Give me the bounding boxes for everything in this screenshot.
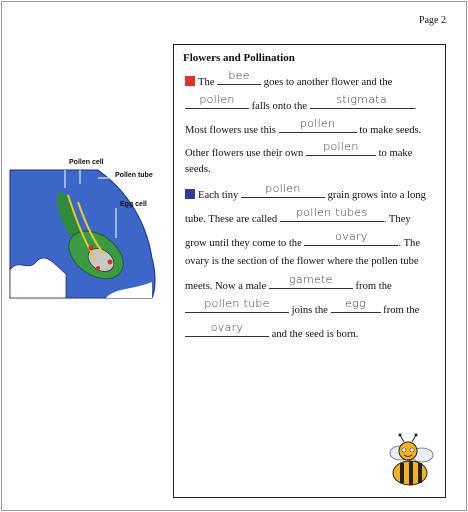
pollen-tube-label: Pollen tube bbox=[115, 172, 153, 179]
worksheet-line: pollen falls onto the stigmata . bbox=[185, 96, 416, 114]
handwritten-answer: gamete bbox=[289, 273, 333, 286]
handwritten-answer: bee bbox=[228, 69, 250, 82]
handwritten-answer: pollen bbox=[199, 93, 235, 106]
worksheet-line: Other flowers use their own pollen to make bbox=[185, 140, 413, 159]
answer-blank[interactable] bbox=[217, 69, 261, 85]
answer-blank[interactable] bbox=[280, 206, 384, 222]
bee-mascot bbox=[382, 433, 440, 496]
worksheet-title: Flowers and Pollination bbox=[183, 52, 295, 64]
handwritten-answer: pollen tubes bbox=[296, 206, 368, 219]
blue-square-icon bbox=[185, 189, 195, 199]
handwritten-answer: pollen bbox=[299, 117, 336, 130]
answer-blank[interactable] bbox=[185, 321, 269, 337]
worksheet-line: Each tiny pollen grain grows into a long bbox=[185, 185, 426, 203]
answer-blank[interactable] bbox=[241, 182, 325, 198]
handwritten-answer: stigmata bbox=[336, 93, 387, 106]
worksheet-line: The bee goes to another flower and the bbox=[185, 72, 392, 90]
handwritten-answer: pollen bbox=[265, 182, 301, 195]
answer-blank[interactable] bbox=[269, 273, 353, 289]
bee-icon bbox=[382, 433, 440, 491]
answer-blank[interactable] bbox=[304, 230, 398, 246]
worksheet-line: meets. Now a male gamete from the bbox=[185, 273, 392, 292]
worksheet-line: seeds. bbox=[185, 164, 211, 175]
worksheet-line: tube. These are called pollen tubes . They bbox=[185, 206, 411, 225]
flower-diagram bbox=[6, 150, 166, 300]
handwritten-answer: egg bbox=[345, 297, 366, 310]
worksheet-line: grow until they come to the ovary . The bbox=[185, 230, 421, 249]
worksheet-line: Most flowers use this pollen to make seeds. bbox=[185, 117, 422, 136]
handwritten-answer: ovary bbox=[210, 321, 244, 334]
answer-blank[interactable] bbox=[306, 140, 376, 156]
red-square-icon bbox=[185, 76, 195, 86]
pollen-cell-label: Pollen cell bbox=[69, 159, 104, 166]
handwritten-answer: ovary bbox=[335, 230, 368, 243]
handwritten-answer: pollen tube bbox=[204, 297, 270, 310]
handwritten-answer: pollen bbox=[323, 140, 359, 153]
answer-blank[interactable] bbox=[331, 297, 381, 313]
worksheet-line: ovary is the section of the flower where the pollen tube bbox=[185, 256, 419, 267]
answer-blank[interactable] bbox=[279, 117, 357, 133]
worksheet-line: pollen tube joins the egg from the bbox=[185, 300, 419, 318]
answer-blank[interactable] bbox=[310, 93, 414, 109]
egg-cell-label: Egg cell bbox=[120, 201, 147, 208]
worksheet-line: ovary and the seed is born. bbox=[185, 324, 358, 342]
page-number: Page 2 bbox=[419, 15, 446, 26]
answer-blank[interactable] bbox=[185, 93, 249, 109]
answer-blank[interactable] bbox=[185, 297, 289, 313]
